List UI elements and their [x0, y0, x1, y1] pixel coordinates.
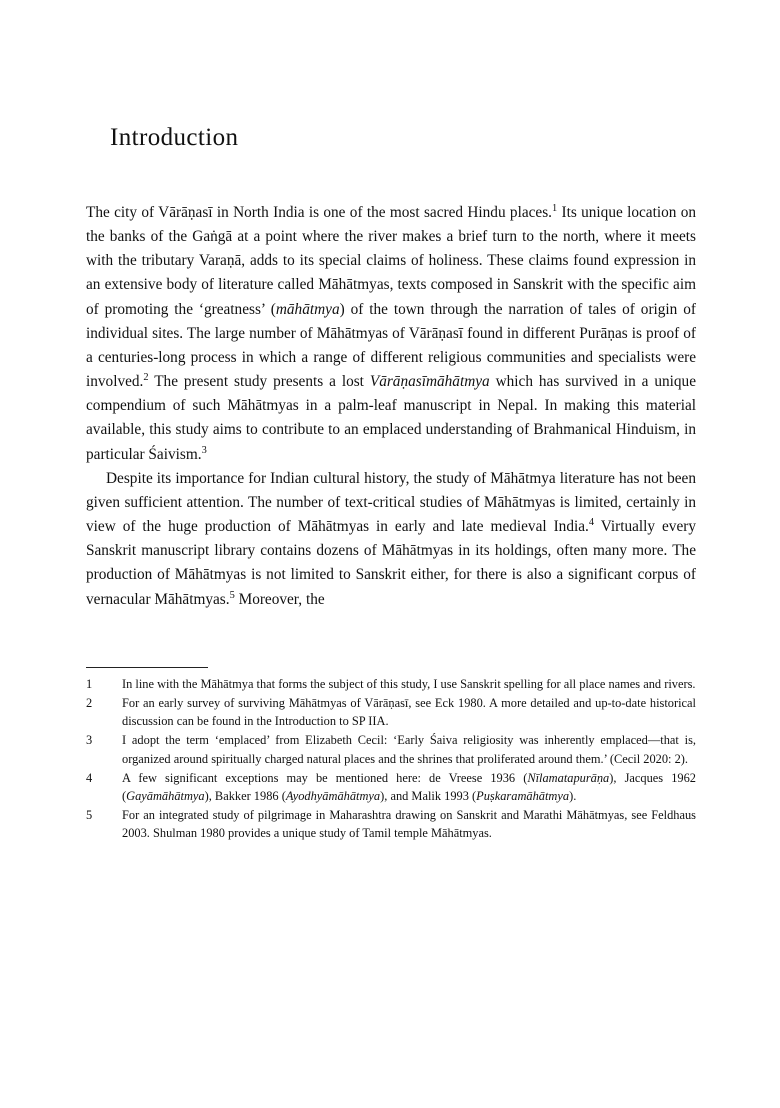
- body-paragraph-list: [86, 201, 696, 612]
- italic-term: māhātmya: [275, 300, 340, 318]
- italic-term: Puṣkaramāhātmya: [476, 788, 570, 803]
- text-run: Virtually every Sanskrit manuscript library contains dozens of Māhātmyas in its holdings, often many more. The production of Māhātmyas is not limited to Sanskrit either, for there is also a significant corpus of vernacular Māhātmyas.: [86, 518, 696, 608]
- text-run: The city of Vārāṇasī in North India is one of the most sacred Hindu places.: [86, 204, 552, 221]
- footnote-separator-rule: [86, 667, 208, 668]
- footnote-item: [86, 731, 696, 768]
- text-run: A few significant exceptions may be mentioned here: de Vreese 1936 (: [122, 770, 528, 785]
- page-title: Introduction: [110, 124, 239, 151]
- footnote-item: [86, 806, 696, 843]
- footnote-number[interactable]: 4: [86, 770, 93, 785]
- footnote-reference-marker[interactable]: 4: [588, 516, 595, 528]
- footnote-reference-marker[interactable]: 3: [201, 444, 207, 456]
- text-run: ), Bakker 1986 (: [204, 788, 286, 803]
- footnote-item: [86, 675, 696, 693]
- text-run: I adopt the term ‘emplaced’ from Elizabeth Cecil: ‘Early Śaiva religiosity was inherently emplaced—that is, organized around spiritually charged natural places and the shrines that proliferated around them.’ (Cecil 2020: 2).: [122, 733, 696, 766]
- footnote-item: [86, 694, 696, 731]
- body-text-block: [86, 201, 696, 612]
- footnote-area: [86, 667, 696, 843]
- text-run: In line with the Māhātmya that forms the subject of this study, I use Sanskrit spelling for all place names and rivers.: [122, 677, 696, 691]
- text-run: For an early survey of surviving Māhātmyas of Vārāṇasī, see Eck 1980. A more detailed and up-to-date historical discussion can be found in the Introduction to SP IIA.: [122, 695, 696, 729]
- footnote-text: [122, 731, 696, 768]
- footnote-list: [86, 675, 696, 843]
- text-run: ) of the town through the narration of tales of origin of individual sites. The large number of Māhātmyas of Vārāṇasī found in different Purāṇas is proof of a centuries-long process in which a range of different religious communities and specialists were involved.: [86, 300, 696, 391]
- footnote-reference-marker[interactable]: 1: [551, 202, 558, 214]
- italic-term: Vārāṇasīmāhātmya: [369, 373, 490, 391]
- footnote-number[interactable]: 3: [86, 733, 93, 748]
- italic-term: Ayodhyāmāhātmya: [285, 788, 381, 803]
- footnote-reference-marker[interactable]: 5: [229, 589, 235, 601]
- footnote-reference-marker[interactable]: 2: [143, 372, 149, 383]
- body-paragraph: [86, 467, 696, 612]
- text-run: For an integrated study of pilgrimage in Maharashtra drawing on Sanskrit and Marathi Māhātmyas, see Feldhaus 2003. Shulman 1980 provides a unique study of Tamil temple Māhātmyas.: [122, 807, 696, 841]
- text-run: ).: [569, 788, 577, 803]
- footnote-text: [122, 675, 696, 693]
- text-run: Its unique location on the banks of the Gaṅgā at a point where the river makes a brief turn to the north, where it meets with the tributary Varaṇā, adds to its special claims of holiness. These claims found expression in an extensive body of literature called Māhātmyas, texts composed in Sanskrit with the specific aim of promoting the ‘greatness’ (: [86, 204, 696, 318]
- body-paragraph: [86, 201, 696, 467]
- footnote-number[interactable]: 2: [86, 695, 93, 710]
- footnote-item: [86, 769, 696, 806]
- text-run: which has survived in a unique compendium of such Māhātmyas in a palm-leaf manuscript in Nepal. In making this material available, this study aims to contribute to an emplaced understanding of Brahmanical Hinduism, in particular Śaivism.: [86, 373, 696, 463]
- text-run: The present study presents a lost: [148, 373, 370, 391]
- text-run: ), Jacques 1962 (: [122, 770, 696, 803]
- italic-term: Nīlamatapurāṇa: [527, 770, 610, 785]
- footnote-number[interactable]: 5: [86, 807, 93, 822]
- text-run: Moreover, the: [234, 590, 325, 608]
- footnote-text: [122, 694, 696, 731]
- text-run: Despite its importance for Indian cultural history, the study of Māhātmya literature has not been given sufficient attention. The number of text-critical studies of Māhātmyas is limited, certainly in view of the huge production of Māhātmyas in early and late medieval India.: [86, 469, 696, 536]
- footnote-number[interactable]: 1: [86, 677, 93, 691]
- footnote-text: [122, 769, 696, 806]
- text-run: ), and Malik 1993 (: [380, 788, 477, 803]
- footnote-text: [122, 806, 696, 843]
- italic-term: Gayāmāhātmya: [126, 788, 205, 803]
